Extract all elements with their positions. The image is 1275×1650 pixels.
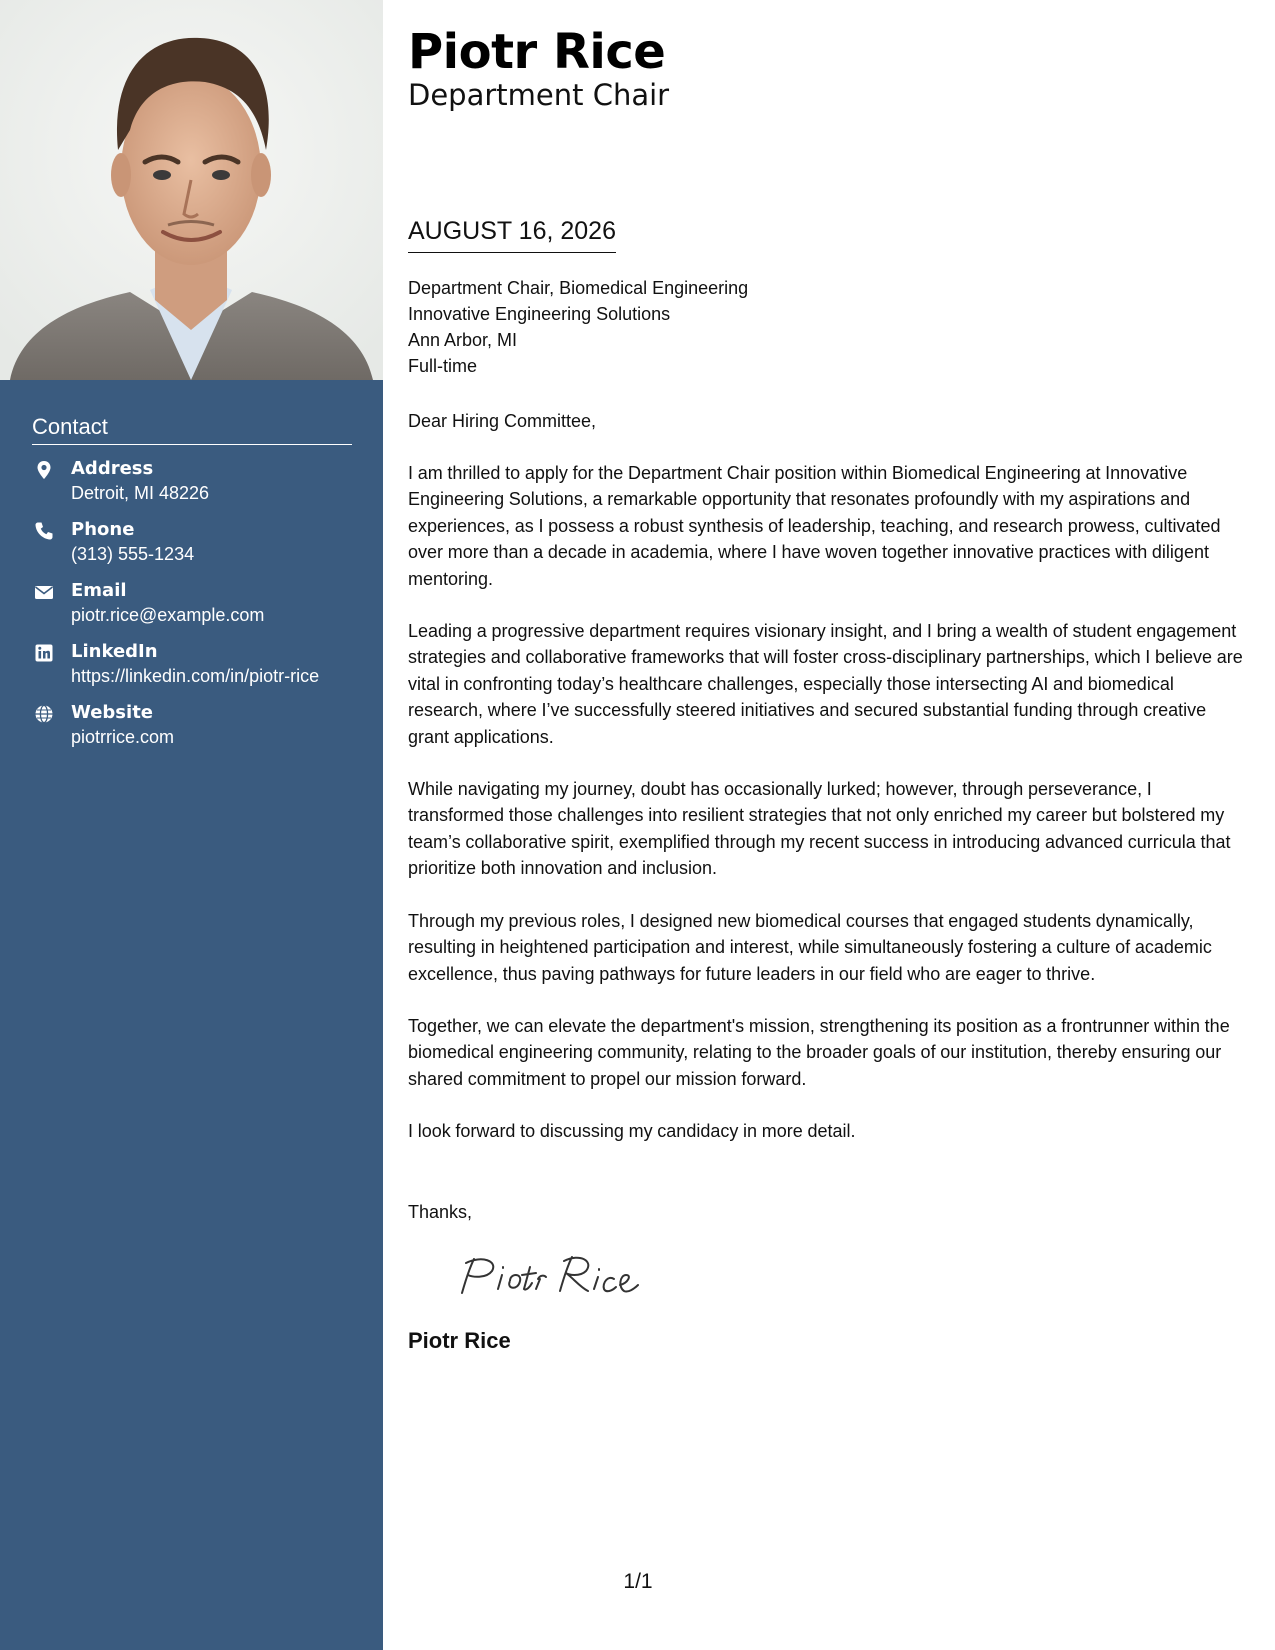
contact-value-website[interactable]: piotrrice.com [71,727,175,747]
contact-value-address: Detroit, MI 48226 [71,483,210,503]
closing: Thanks, [408,1201,473,1222]
handwritten-signature [452,1249,652,1307]
contact-value-email[interactable]: piotr.rice@example.com [71,605,265,625]
profile-photo [0,0,383,380]
contact-heading: Contact [32,412,352,445]
body-paragraph: While navigating my journey, doubt has occasionally lurked; however, through perseverance, I transformed those challenges into resilient strategies that not only enriched my career but bolstered my team’s collaborative spirit, exemplified through my recent success in introducing advanced curricula that prioritize both innovation and inclusion. [408,779,1231,879]
recipient-line: Full-time [408,356,478,376]
map-pin-icon [34,460,54,480]
contact-value-linkedin[interactable]: https://linkedin.com/in/piotr-rice [71,666,320,686]
body-paragraph: Leading a progressive department requires visionary insight, and I bring a wealth of student engagement strategies and collaborative frameworks that will foster cross-disciplinary partnerships, which I believe are vital in confronting today’s healthcare challenges, especially those intersecting AI and biomedical research, where I’ve successfully steered initiatives and secured substantial funding through creative grant applications. [408,621,1243,747]
contact-value-phone: (313) 555-1234 [71,544,195,564]
recipient-line: Innovative Engineering Solutions [408,304,671,324]
contact-item-email [32,579,352,627]
envelope-icon [34,582,54,602]
contact-label-website: Website [71,702,154,723]
salutation: Dear Hiring Committee, [408,411,597,431]
recipient-line: Department Chair, Biomedical Engineering [408,278,749,298]
contact-section [32,412,352,762]
recipient-line: Ann Arbor, MI [408,330,518,350]
contact-item-website [32,701,352,749]
contact-item-address [32,457,352,505]
contact-label-email: Email [71,580,127,601]
sidebar [0,0,383,1650]
letter-body [408,22,1250,1355]
body-paragraph: I look forward to discussing my candidacy in more detail. [408,1121,856,1142]
body-paragraph: I am thrilled to apply for the Department Chair position within Biomedical Engineering at Innovative Engineering Solutions, a remarkable opportunity that resonates profoundly with my aspirations and experiences, as I possess a robust synthesis of leadership, teaching, and research prowess, cultivated over more than a decade in academia, where I have woven together innovative practices with diligent mentoring. [408,463,1221,589]
candidate-name: Piotr Rice [408,24,666,80]
contact-item-phone [32,518,352,566]
body-paragraph: Through my previous roles, I designed new biomedical courses that engaged students dynamically, resulting in heightened participation and interest, while simultaneously fostering a culture of academic excellence, thus paving pathways for future leaders in our field who are eager to thrive. [408,910,1212,984]
contact-label-phone: Phone [71,519,135,540]
globe-icon [34,704,54,724]
contact-label-address: Address [71,458,154,479]
letter-date: AUGUST 16, 2026 [408,215,616,253]
signer-name: Piotr Rice [408,1327,511,1353]
body-paragraph: Together, we can elevate the department's mission, strengthening its position as a frontrunner within the biomedical engineering community, relating to the broader goals of our institution, thereby ensuring our shared commitment to propel our mission forward. [408,1015,1230,1089]
recipient-block [408,275,1250,379]
linkedin-icon [34,643,54,663]
contact-label-linkedin: LinkedIn [71,641,158,662]
contact-item-linkedin [32,640,352,688]
candidate-role: Department Chair [408,78,670,112]
phone-icon [34,521,54,541]
page-number: 1/1 [623,1570,653,1593]
